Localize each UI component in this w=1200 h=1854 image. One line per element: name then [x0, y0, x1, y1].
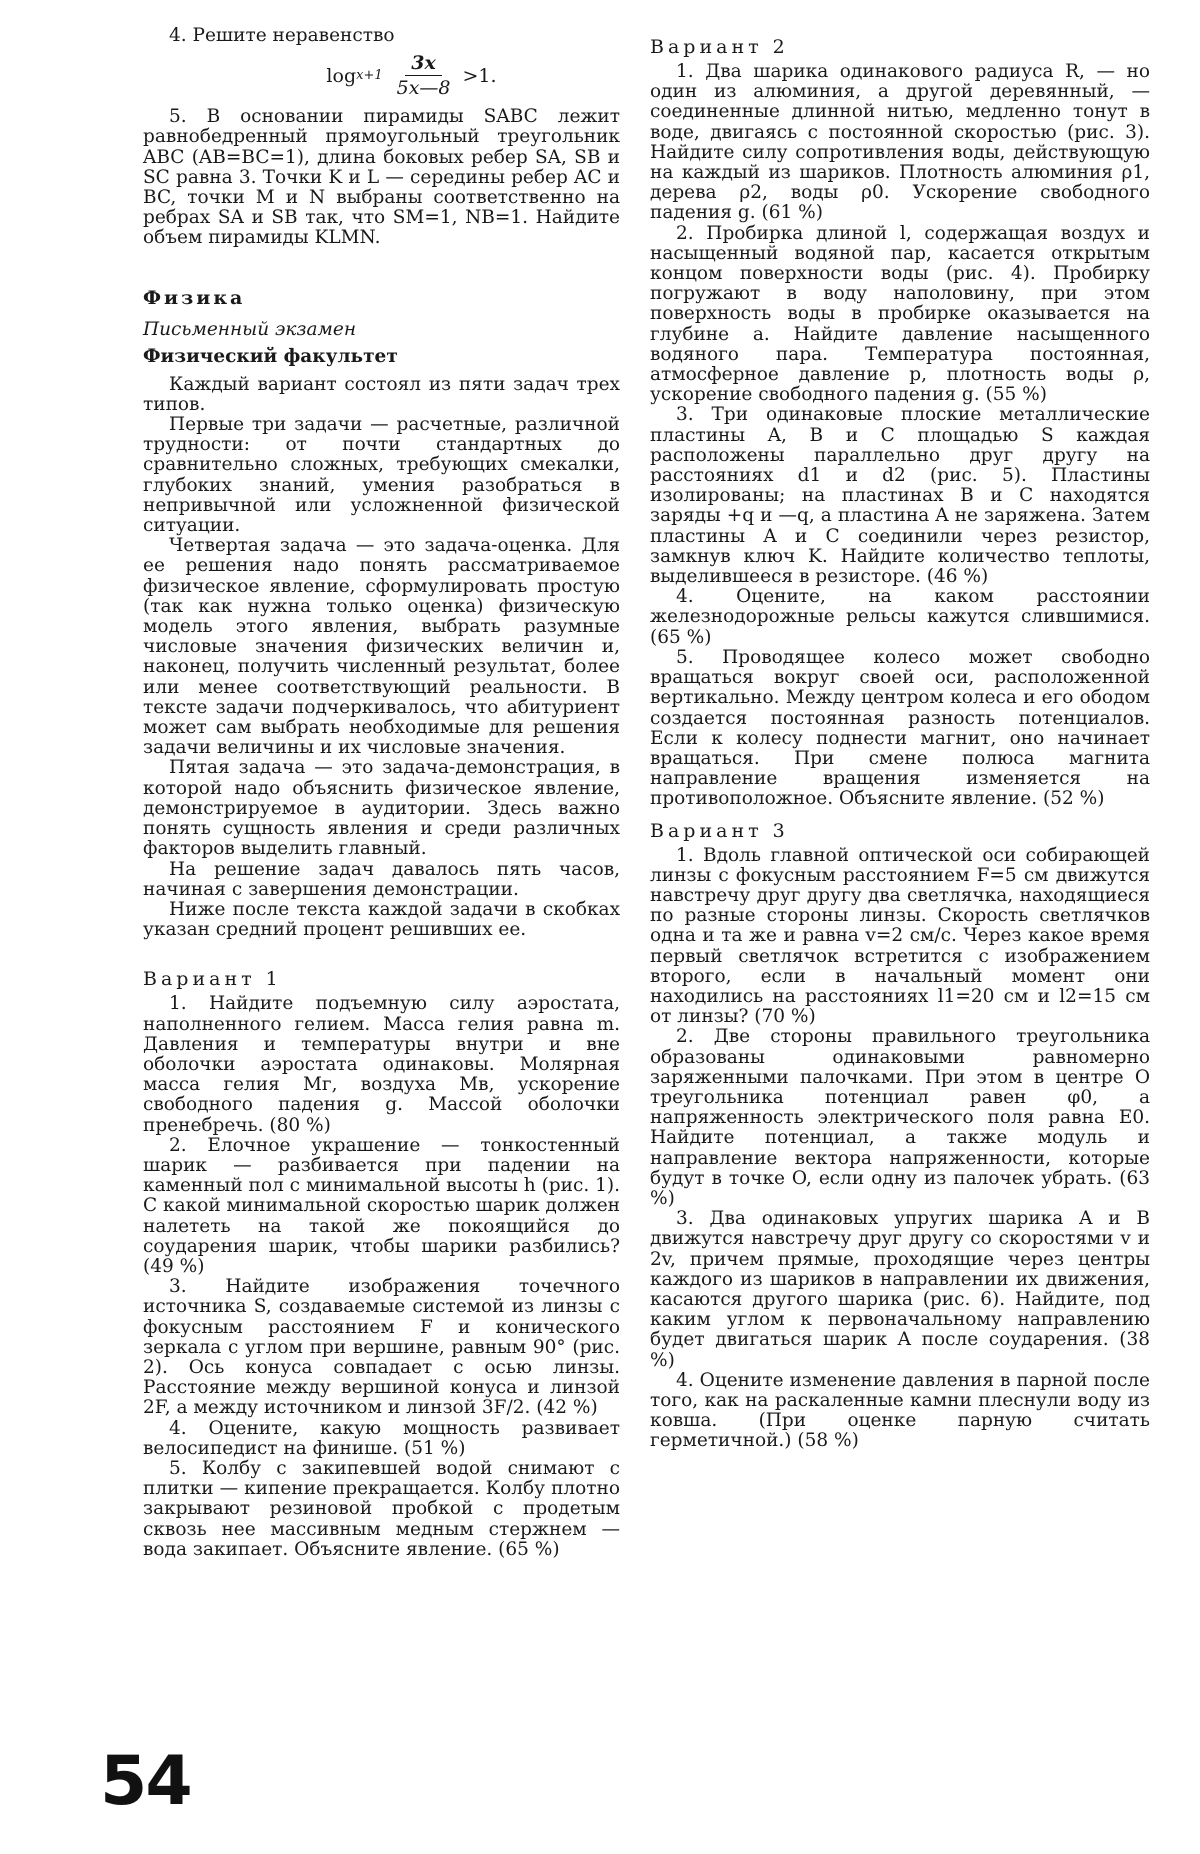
variant-3-task: 2. Две стороны правильного треугольника образованы одинаковыми равномерно заряженными палочками. При этом в центре O треугольника потенциал равен φ0, а напряженность электрического поля равна E0. Найдите потенциал, а также модуль и направление вектора напряженности, которые будут в точке O, если одну из палочек убрать. (63 %): [650, 1026, 1150, 1209]
intro-paragraph: Четвертая задача — это задача-оценка. Для ее решения надо понять рассматриваемое физическое явление, сформулировать простую (так как нужна только оценка) физическую модель этого явления, выбрать разумные числовые значения физических величин и, наконец, получить численный результат, более или менее соответствующий реальности. В тексте задачи подчеркивалось, что абитуриент может сам выбрать необходимые для решения задачи величины и их числовые значения.: [143, 535, 620, 759]
variant-3-task: 4. Оцените изменение давления в парной после того, как на раскаленные камни плеснули воду из ковша. (При оценке парную считать герметичной.) (58 %): [650, 1369, 1150, 1452]
formula-log: log: [326, 64, 357, 87]
formula-log-base: x+1: [356, 68, 383, 84]
exam-type: Письменный экзамен: [143, 318, 357, 340]
left-column: [143, 26, 620, 1560]
variant-1-task: 4. Оцените, какую мощность развивает велосипедист на финише. (51 %): [143, 1417, 620, 1459]
formula-rhs: >1.: [462, 64, 497, 87]
intro-paragraph: Пятая задача — это задача-демонстрация, в которой надо объяснить физическое явление, демонстрируемое в аудитории. Здесь важно понять сущность явления и среди различных факторов выделить главный.: [143, 757, 620, 860]
variant-1-heading: Вариант 1: [143, 968, 282, 991]
variant-2-task: 2. Пробирка длиной l, содержащая воздух и насыщенный водяной пар, касается открытым концом поверхности воды (рис. 4). Пробирку погружают в воду наполовину, при этом поверхность воды в пробирке оказывается на глубине a. Найдите давление насыщенного водяного пара. Температура постоянная, атмосферное давление p, плотность воды ρ, ускорение свободного падения g. (55 %): [650, 222, 1150, 406]
variant-1-task: 1. Найдите подъемную силу аэростата, наполненного гелием. Масса гелия равна m. Давления и температуры внутри и вне оболочки аэростата одинаковы. Молярная масса гелия Mг, воздуха Mв, ускорение свободного падения g. Массой оболочки пренебречь. (80 %): [143, 993, 620, 1136]
formula-numerator: 3x: [405, 52, 442, 76]
faculty-title: Физический факультет: [143, 345, 398, 367]
inequality-formula: [203, 52, 620, 99]
math-task-5: 5. В основании пирамиды SABC лежит равнобедренный прямоугольный треугольник ABC (AB=BC=1), длина боковых ребер SA, SB и SC равна 3. Точки K и L — середины ребер AC и BC, точки M и N выбраны соответственно на ребрах SA и SB так, что SM=1, NB=1. Найдите объем пирамиды KLMN.: [143, 106, 620, 249]
variant-2-task: 3. Три одинаковые плоские металлические пластины A, B и C площадью S каждая расположены параллельно друг другу на расстояниях d1 и d2 (рис. 5). Пластины изолированы; на пластинах B и C находятся заряды +q и —q, а пластина A не заряжена. Затем пластины A и C соединили через резистор, замкнув ключ K. Найдите количество теплоты, выделившееся в резисторе. (46 %): [650, 404, 1150, 588]
formula-denominator: 5x—8: [396, 77, 451, 100]
variant-3-task: 3. Два одинаковых упругих шарика A и B движутся навстречу друг другу со скоростями v и 2v, причем прямые, проходящие через центры каждого из шариков в направлении их движения, касаются другого шарика (рис. 6). Найдите, под каким углом к первоначальному направлению будет двигаться шарик A после соударения. (38 %): [650, 1208, 1150, 1371]
physics-section-title: Физика: [143, 286, 246, 309]
variant-3-task: 1. Вдоль главной оптической оси собирающей линзы с фокусным расстоянием F=5 см движутся навстречу друг другу два светлячка, находящиеся по разные стороны линзы. Скорость светлячков одна и та же и равна v=2 см/с. Через какое время первый светлячок встретится с изображением второго, если в начальный момент они находились на расстояниях l1=20 см и l2=15 см от линзы? (70 %): [650, 844, 1150, 1028]
variant-3-heading: Вариант 3: [650, 819, 789, 842]
intro-paragraph: Ниже после текста каждой задачи в скобках указан средний процент решивших ее.: [143, 898, 620, 941]
intro-paragraph: Каждый вариант состоял из пяти задач трех типов.: [143, 373, 620, 415]
page-number: 54: [100, 1742, 191, 1821]
math-task-4: 4. Решите неравенство: [169, 25, 395, 46]
variant-2-task: 5. Проводящее колесо может свободно вращаться вокруг своей оси, расположенной вертикально. Между центром колеса и его ободом создается постоянная разность потенциалов. Если к колесу поднести магнит, оно начинает вращаться. При смене полюса магнита направление вращения изменяется на противоположное. Объясните явление. (52 %): [650, 646, 1150, 810]
variant-1-task: 5. Колбу с закипевшей водой снимают с плитки — кипение прекращается. Колбу плотно закрывают резиновой пробкой с продетым сквозь нее массивным медным стержнем — вода закипает. Объясните явление. (65 %): [143, 1457, 620, 1560]
variant-2-task: 4. Оцените, на каком расстоянии железнодорожные рельсы кажутся слившимися. (65 %): [650, 586, 1150, 648]
intro-paragraph: Первые три задачи — расчетные, различной трудности: от почти стандартных до сравнительно сложных, требующих смекалки, глубоких знаний, умения разобраться в непривычной или усложненной физической ситуации.: [143, 414, 620, 537]
formula-fraction: [391, 52, 457, 99]
variant-2-heading: Вариант 2: [650, 36, 789, 58]
variant-2-task: 1. Два шарика одинакового радиуса R, — но один из алюминия, а другой деревянный, — соединенные длинной нитью, медленно тонут в воде, двигаясь с постоянной скоростью (рис. 3). Найдите силу сопротивления воды, действующую на каждый из шариков. Плотность алюминия ρ1, дерева ρ2, воды ρ0. Ускорение свободного падения g. (61 %): [650, 61, 1150, 224]
intro-paragraph: На решение задач давалось пять часов, начиная с завершения демонстрации.: [143, 858, 620, 900]
right-column: [650, 26, 1150, 1452]
variant-1-task: 2. Елочное украшение — тонкостенный шарик — разбивается при падении на каменный пол с минимальной высоты h (рис. 1). С какой минимальной скоростью шарик должен налететь на такой же покоящийся до соударения шарик, чтобы шарики разбились? (49 %): [143, 1134, 620, 1277]
variant-1-task: 3. Найдите изображения точечного источника S, создаваемые системой из линзы с фокусным расстоянием F и конического зеркала с углом при вершине, равным 90° (рис. 2). Ось конуса совпадает с осью линзы. Расстояние между вершиной конуса и линзой 2F, а между источником и линзой 3F/2. (42 %): [143, 1276, 620, 1419]
